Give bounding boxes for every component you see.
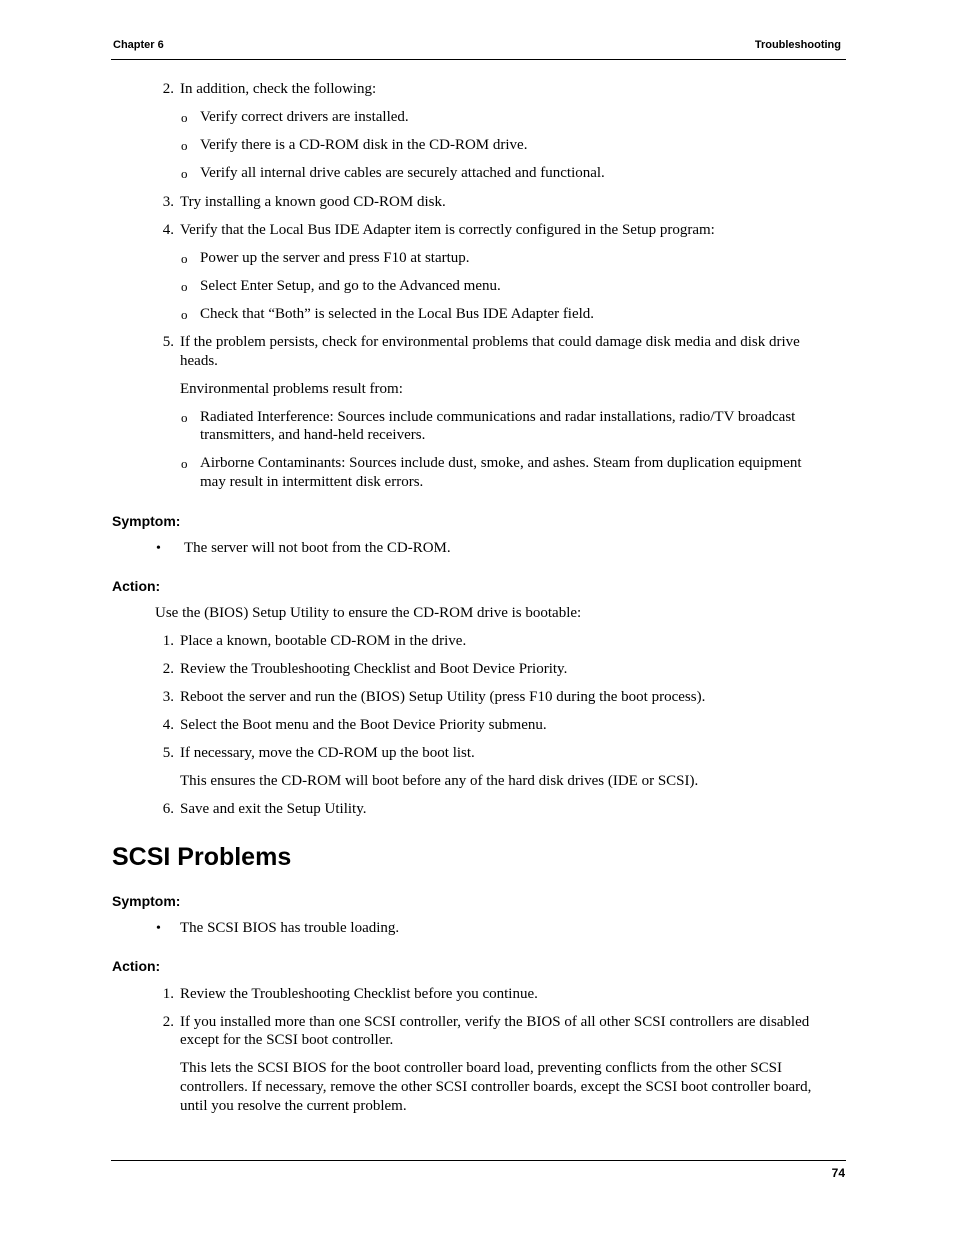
list-item-text: Try installing a known good CD-ROM disk. — [180, 194, 446, 210]
symptom-text: The SCSI BIOS has trouble loading. — [180, 920, 400, 936]
note-text-line: until you resolve the current problem. — [180, 1098, 407, 1114]
bullet-text: Check that “Both” is selected in the Local Bus IDE Adapter field. — [200, 306, 595, 322]
bullet-text-line: transmitters, and hand-held receivers. — [200, 427, 426, 443]
step-note: This ensures the CD-ROM will boot before any of the hard disk drives (IDE or SCSI). — [180, 773, 699, 789]
action-heading: Action: — [112, 578, 161, 594]
list-item-text: If necessary, move the CD-ROM up the boot list. — [180, 745, 475, 761]
action-intro: Use the (BIOS) Setup Utility to ensure the CD-ROM drive is bootable: — [155, 605, 582, 621]
list-item-text: Reboot the server and run the (BIOS) Setup Utility (press F10 during the boot process). — [180, 689, 706, 705]
bullet-text-line: may result in intermittent disk errors. — [200, 474, 424, 490]
bullet-text: Power up the server and press F10 at startup. — [200, 250, 470, 266]
note-text-line: controllers. If necessary, remove the other SCSI controller boards, except the SCSI boot controller board, — [180, 1079, 812, 1095]
list-item-text: In addition, check the following: — [180, 81, 377, 97]
list-item-text-line: except for the SCSI boot controller. — [180, 1032, 394, 1048]
bullet-icon: o — [181, 110, 188, 125]
bullet-icon: o — [181, 456, 188, 471]
env-intro: Environmental problems result from: — [180, 381, 403, 397]
bullet-text-line: Radiated Interference: Sources include communications and radar installations, radio/TV broadcast — [200, 409, 796, 425]
list-item-text: Review the Troubleshooting Checklist before you continue. — [180, 986, 538, 1002]
list-number: 3. — [162, 194, 174, 210]
page-number: 74 — [831, 1166, 845, 1180]
bullet-text: Select Enter Setup, and go to the Advanced menu. — [200, 278, 501, 294]
list-item-text: Select the Boot menu and the Boot Device Priority submenu. — [180, 717, 547, 733]
list-number: 1. — [162, 986, 174, 1002]
bullet-icon: o — [181, 251, 188, 266]
header-section: Troubleshooting — [754, 39, 841, 51]
list-number: 1. — [162, 633, 174, 649]
list-number: 4. — [162, 222, 174, 238]
list-number: 5. — [162, 745, 174, 761]
list-number: 2. — [162, 1014, 174, 1030]
header-chapter: Chapter 6 — [113, 39, 164, 51]
list-item-text: Place a known, bootable CD-ROM in the drive. — [180, 633, 467, 649]
symptom-heading: Symptom: — [112, 893, 181, 909]
list-number: 5. — [162, 334, 174, 350]
list-number: 2. — [162, 81, 174, 97]
bullet-text: Verify there is a CD-ROM disk in the CD-ROM drive. — [200, 137, 528, 153]
bullet-text-line: Airborne Contaminants: Sources include dust, smoke, and ashes. Steam from duplication equipment — [200, 455, 802, 471]
symptom-heading: Symptom: — [112, 513, 181, 529]
list-item-text: Review the Troubleshooting Checklist and Boot Device Priority. — [180, 661, 568, 677]
symptom-text: The server will not boot from the CD-ROM. — [184, 540, 451, 556]
list-item-text-line: heads. — [180, 353, 218, 369]
list-item-text: Save and exit the Setup Utility. — [180, 801, 367, 817]
bullet-text: Verify all internal drive cables are securely attached and functional. — [200, 165, 605, 181]
bullet-text: Verify correct drivers are installed. — [200, 109, 409, 125]
list-number: 2. — [162, 661, 174, 677]
bullet-icon: o — [181, 166, 188, 181]
bullet-icon: o — [181, 138, 188, 153]
header-rule — [111, 59, 846, 60]
section-heading: SCSI Problems — [112, 843, 292, 871]
bullet-dot-icon: • — [156, 921, 161, 936]
action-heading: Action: — [112, 958, 161, 974]
bullet-icon: o — [181, 279, 188, 294]
note-text-line: This lets the SCSI BIOS for the boot controller board load, preventing conflicts from the other SCSI — [180, 1060, 782, 1076]
list-number: 3. — [162, 689, 174, 705]
bullet-icon: o — [181, 410, 188, 425]
list-number: 4. — [162, 717, 174, 733]
list-item-text: Verify that the Local Bus IDE Adapter item is correctly configured in the Setup program: — [180, 222, 715, 238]
footer-rule — [111, 1160, 846, 1161]
bullet-dot-icon: • — [156, 541, 161, 556]
list-item-text-line: If the problem persists, check for environmental problems that could damage disk media and disk drive — [180, 334, 800, 350]
bullet-icon: o — [181, 307, 188, 322]
list-item-text-line: If you installed more than one SCSI controller, verify the BIOS of all other SCSI controllers are disabled — [180, 1014, 810, 1030]
list-number: 6. — [162, 801, 174, 817]
